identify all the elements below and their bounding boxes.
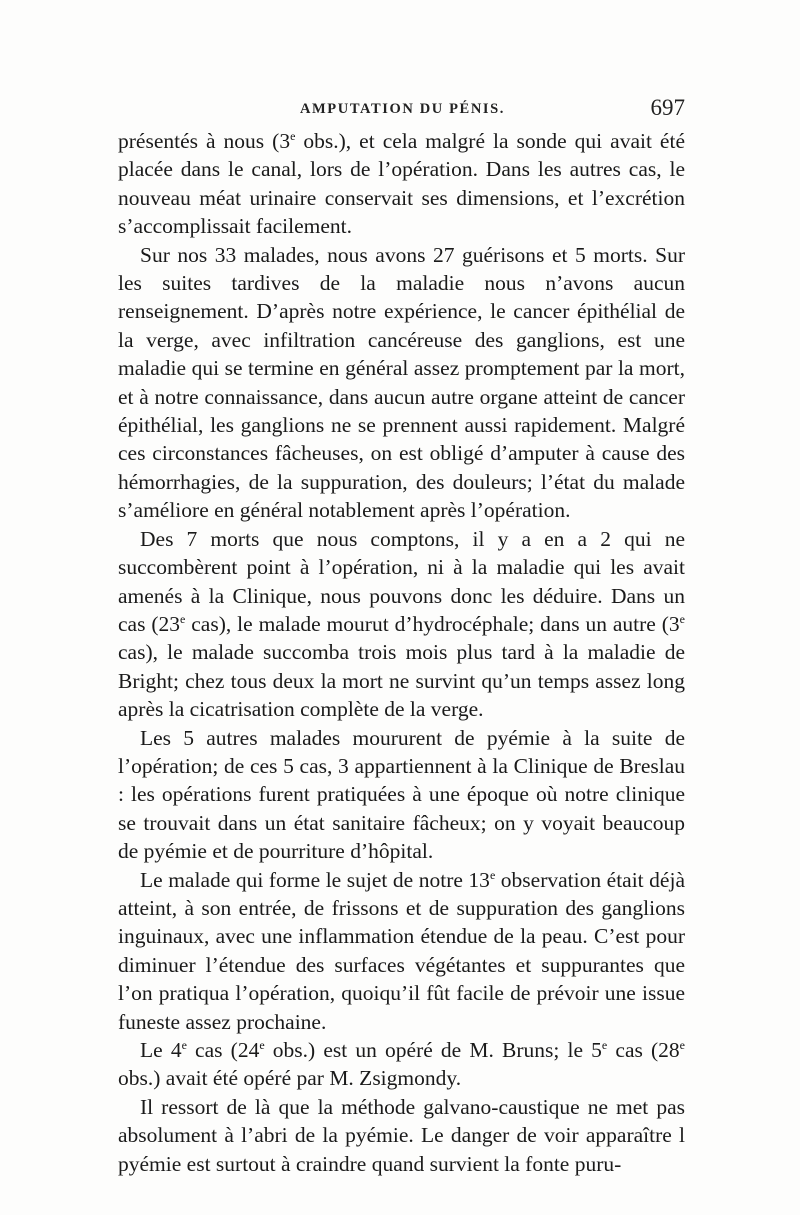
- paragraph: Il ressort de là que la méthode galvano-caustique ne met pas absolument à l’abri de la pyémie. Le danger de voir apparaître l pyémie est surtout à craindre quand survient la fonte puru-: [118, 1094, 685, 1176]
- paragraph: présentés à nous (3e obs.), et cela malgré la sonde qui avait été placée dans le canal, lors de l’opération. Dans les autres cas, le nouveau méat urinaire conservait ses dimensions, et l’excrétion s’accomplissait facilement.: [118, 128, 685, 239]
- superscript: e: [259, 1037, 265, 1052]
- running-header: [120, 95, 685, 125]
- superscript: e: [290, 128, 296, 143]
- paragraph: Sur nos 33 malades, nous avons 27 guérisons et 5 morts. Sur les suites tardives de la maladie nous n’avons aucun renseignement. D’après notre expérience, le cancer épithélial de la verge, avec infiltration cancéreuse des ganglions, est une maladie qui se termine en général assez promptement par la mort, et à notre connaissance, dans aucun autre organe atteint de cancer épithélial, les ganglions ne se prennent aussi rapidement. Malgré ces circonstances fâcheuses, on est obligé d’amputer à cause des hémorrhagies, de la suppuration, des douleurs; l’état du malade s’améliore en général notablement après l’opération.: [118, 242, 685, 523]
- superscript: e: [489, 867, 496, 882]
- running-title: AMPUTATION DU PÉNIS.: [299, 101, 506, 117]
- superscript: e: [180, 611, 186, 626]
- paragraph: Le 4e cas (24e obs.) est un opéré de M. Bruns; le 5e cas (28e obs.) avait été opéré par M. Zsigmondy.: [118, 1037, 685, 1091]
- paragraph: Le malade qui forme le sujet de notre 13e observation était déjà atteint, à son entrée, de frissons et de suppuration des ganglions inguinaux, avec une inflammation étendue de la peau. C’est pour diminuer l’étendue des surfaces végétantes et suppurantes que l’on pratiqua l’opération, quoiqu’il fût facile de prévoir une issue funeste assez prochaine.: [118, 867, 685, 1034]
- superscript: e: [601, 1037, 608, 1052]
- superscript: e: [679, 611, 685, 626]
- superscript: e: [181, 1037, 187, 1052]
- page-number: 697: [650, 95, 685, 120]
- paragraph: Les 5 autres malades moururent de pyémie à la suite de l’opération; de ces 5 cas, 3 appartiennent à la Clinique de Breslau : les opérations furent pratiquées à une époque où notre clinique se trouvait dans un état sanitaire fâcheux; on y voyait beaucoup de pyémie et de pourriture d’hôpital.: [118, 725, 685, 864]
- body-text: [118, 127, 685, 1178]
- paragraph: Des 7 morts que nous comptons, il y a en a 2 qui ne succombèrent point à l’opération, ni à la maladie qui les avait amenés à la Clinique, nous pouvons donc les déduire. Dans un cas (23e cas), le malade mourut d’hydrocéphale; dans un autre (3e cas), le malade succomba trois mois plus tard à la maladie de Bright; chez tous deux la mort ne survint qu’un temps assez long après la cicatrisation complète de la verge.: [118, 526, 685, 722]
- superscript: e: [679, 1037, 685, 1052]
